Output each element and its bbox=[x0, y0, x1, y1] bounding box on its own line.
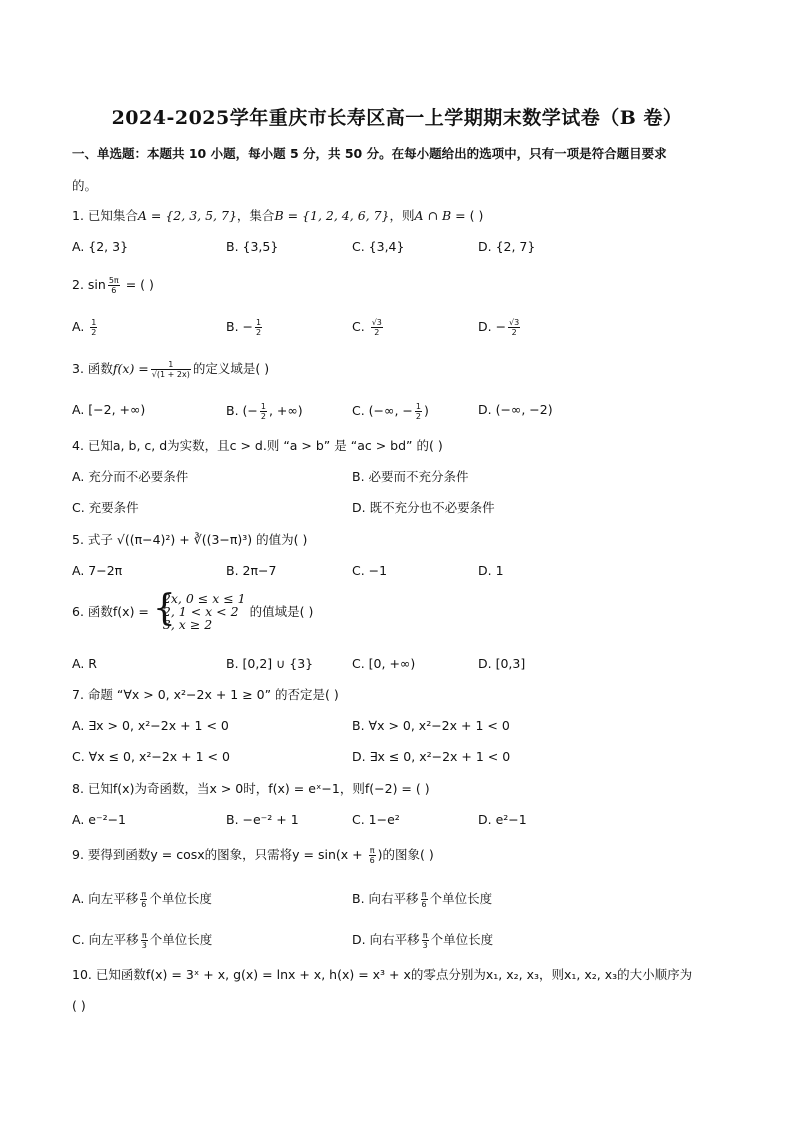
q6-option-d: D. [0,3] bbox=[478, 656, 526, 671]
q5-option-c: C. −1 bbox=[352, 563, 388, 578]
q8-option-c: C. 1−e² bbox=[352, 812, 400, 827]
q1-expr: A ∩ B bbox=[414, 208, 452, 223]
question-9: 9. 要得到函数y = cosx的图象，只需将y = sin(x + $\frac{\pi}{6}$ )的图象( ) bbox=[72, 846, 434, 865]
q1-option-d: D. {2, 7} bbox=[478, 239, 536, 254]
exam-title: 2024-2025学年重庆市长寿区高一上学期期末数学试卷（B 卷） bbox=[111, 107, 683, 129]
q7-option-c: C. ∀x ≤ 0, x²−2x + 1 < 0 bbox=[72, 749, 230, 764]
q1-option-c: C. {3,4} bbox=[352, 239, 405, 254]
q4-option-b: B. 必要而不充分条件 bbox=[352, 469, 469, 484]
section-heading: 一、单选题：本题共 10 小题，每小题 5 分，共 50 分。在每小题给出的选项中，只有一项是符合题目要求 bbox=[72, 146, 667, 161]
q9-option-c: C. 向左平移 $\frac{\pi}{3}$ 个单位长度 bbox=[72, 931, 213, 950]
q8-option-d: D. e²−1 bbox=[478, 812, 527, 827]
question-4: 4. 已知a, b, c, d为实数，且c > d.则 “a > b” 是 “ac > bd” 的( ) bbox=[72, 438, 443, 453]
q9-option-d: D. 向右平移 $\frac{\pi}{3}$ 个单位长度 bbox=[352, 931, 494, 950]
q3-option-a: A. [−2, +∞) bbox=[72, 402, 146, 417]
question-6: 6. 函数f(x) = { 2x, 0 ≤ x ≤ 1 2, 1 < x < 2 3, x ≥ 2 的值域是( ) bbox=[72, 588, 314, 632]
q1-tail: ，则 bbox=[389, 208, 415, 223]
q2-end: = ( ) bbox=[121, 277, 154, 292]
question-7: 7. 命题 “∀x > 0, x²−2x + 1 ≥ 0” 的否定是( ) bbox=[72, 687, 339, 702]
q1-end: = ( ) bbox=[451, 208, 484, 223]
q5-option-b: B. 2π−7 bbox=[226, 563, 277, 578]
q1-prefix: 1. 已知集合 bbox=[72, 208, 138, 223]
q6-piecewise: { 2x, 0 ≤ x ≤ 1 2, 1 < x < 2 3, x ≥ 2 bbox=[152, 588, 246, 632]
q1-option-b: B. {3,5} bbox=[226, 239, 279, 254]
q2-prefix: 2. sin bbox=[72, 277, 106, 292]
q2-fraction: $\frac{5\pi}{6}$ bbox=[108, 276, 119, 295]
q7-option-a: A. ∃x > 0, x²−2x + 1 < 0 bbox=[72, 718, 229, 733]
q6-option-b: B. [0,2] ∪ {3} bbox=[226, 656, 314, 671]
q3-option-c: C. (−∞, − $\frac{1}{2}$ ) bbox=[352, 402, 429, 421]
question-2 bbox=[72, 276, 154, 295]
q2-option-a: A. $\frac{1}{2}$ bbox=[72, 318, 97, 337]
q5-option-a: A. 7−2π bbox=[72, 563, 123, 578]
section-heading-tail: 的。 bbox=[72, 178, 98, 193]
q3-option-b: B. (− $\frac{1}{2}$ , +∞) bbox=[226, 402, 303, 421]
question-1 bbox=[72, 208, 483, 224]
q8-option-b: B. −e⁻² + 1 bbox=[226, 812, 299, 827]
q4-option-d: D. 既不充分也不必要条件 bbox=[352, 500, 495, 515]
q7-option-d: D. ∃x ≤ 0, x²−2x + 1 < 0 bbox=[352, 749, 511, 764]
question-10: 10. 已知函数f(x) = 3ˣ + x, g(x) = lnx + x, h(x) = x³ + x的零点分别为x₁, x₂, x₃，则x₁, x₂, x₃的大小顺序为 bbox=[72, 967, 693, 982]
q4-option-a: A. 充分而不必要条件 bbox=[72, 469, 189, 484]
q1-option-a: A. {2, 3} bbox=[72, 239, 129, 254]
q2-option-c: C. $\frac{√3}{2}$ bbox=[352, 318, 382, 337]
question-5: 5. 式子 √((π−4)²) + ∛((3−π)³) 的值为( ) bbox=[72, 532, 308, 547]
q2-option-b: B. − $\frac{1}{2}$ bbox=[226, 318, 262, 337]
q9-option-a: A. 向左平移 $\frac{\pi}{6}$ 个单位长度 bbox=[72, 890, 212, 909]
question-8: 8. 已知f(x)为奇函数，当x > 0时，f(x) = eˣ−1，则f(−2) = ( ) bbox=[72, 781, 430, 796]
q6-option-a: A. R bbox=[72, 656, 97, 671]
q1-set-a: A = {2, 3, 5, 7} bbox=[137, 208, 237, 223]
q3-option-d: D. (−∞, −2) bbox=[478, 402, 553, 417]
q2-option-d: D. − $\frac{√3}{2}$ bbox=[478, 318, 520, 337]
q9-option-b: B. 向右平移 $\frac{\pi}{6}$ 个单位长度 bbox=[352, 890, 493, 909]
q4-option-c: C. 充要条件 bbox=[72, 500, 139, 515]
q7-option-b: B. ∀x > 0, x²−2x + 1 < 0 bbox=[352, 718, 510, 733]
q1-set-b: B = {1, 2, 4, 6, 7} bbox=[274, 208, 390, 223]
question-10-tail: ( ) bbox=[72, 998, 86, 1013]
q6-option-c: C. [0, +∞) bbox=[352, 656, 416, 671]
q8-option-a: A. e⁻²−1 bbox=[72, 812, 127, 827]
question-3: 3. 函数f(x) = $\frac{1}{√(1 + 2x)}$ 的定义域是( ) bbox=[72, 360, 270, 379]
q1-mid: ，集合 bbox=[236, 208, 275, 223]
q3-fraction: $\frac{1}{√(1 + 2x)}$ bbox=[151, 360, 190, 379]
q5-option-d: D. 1 bbox=[478, 563, 504, 578]
